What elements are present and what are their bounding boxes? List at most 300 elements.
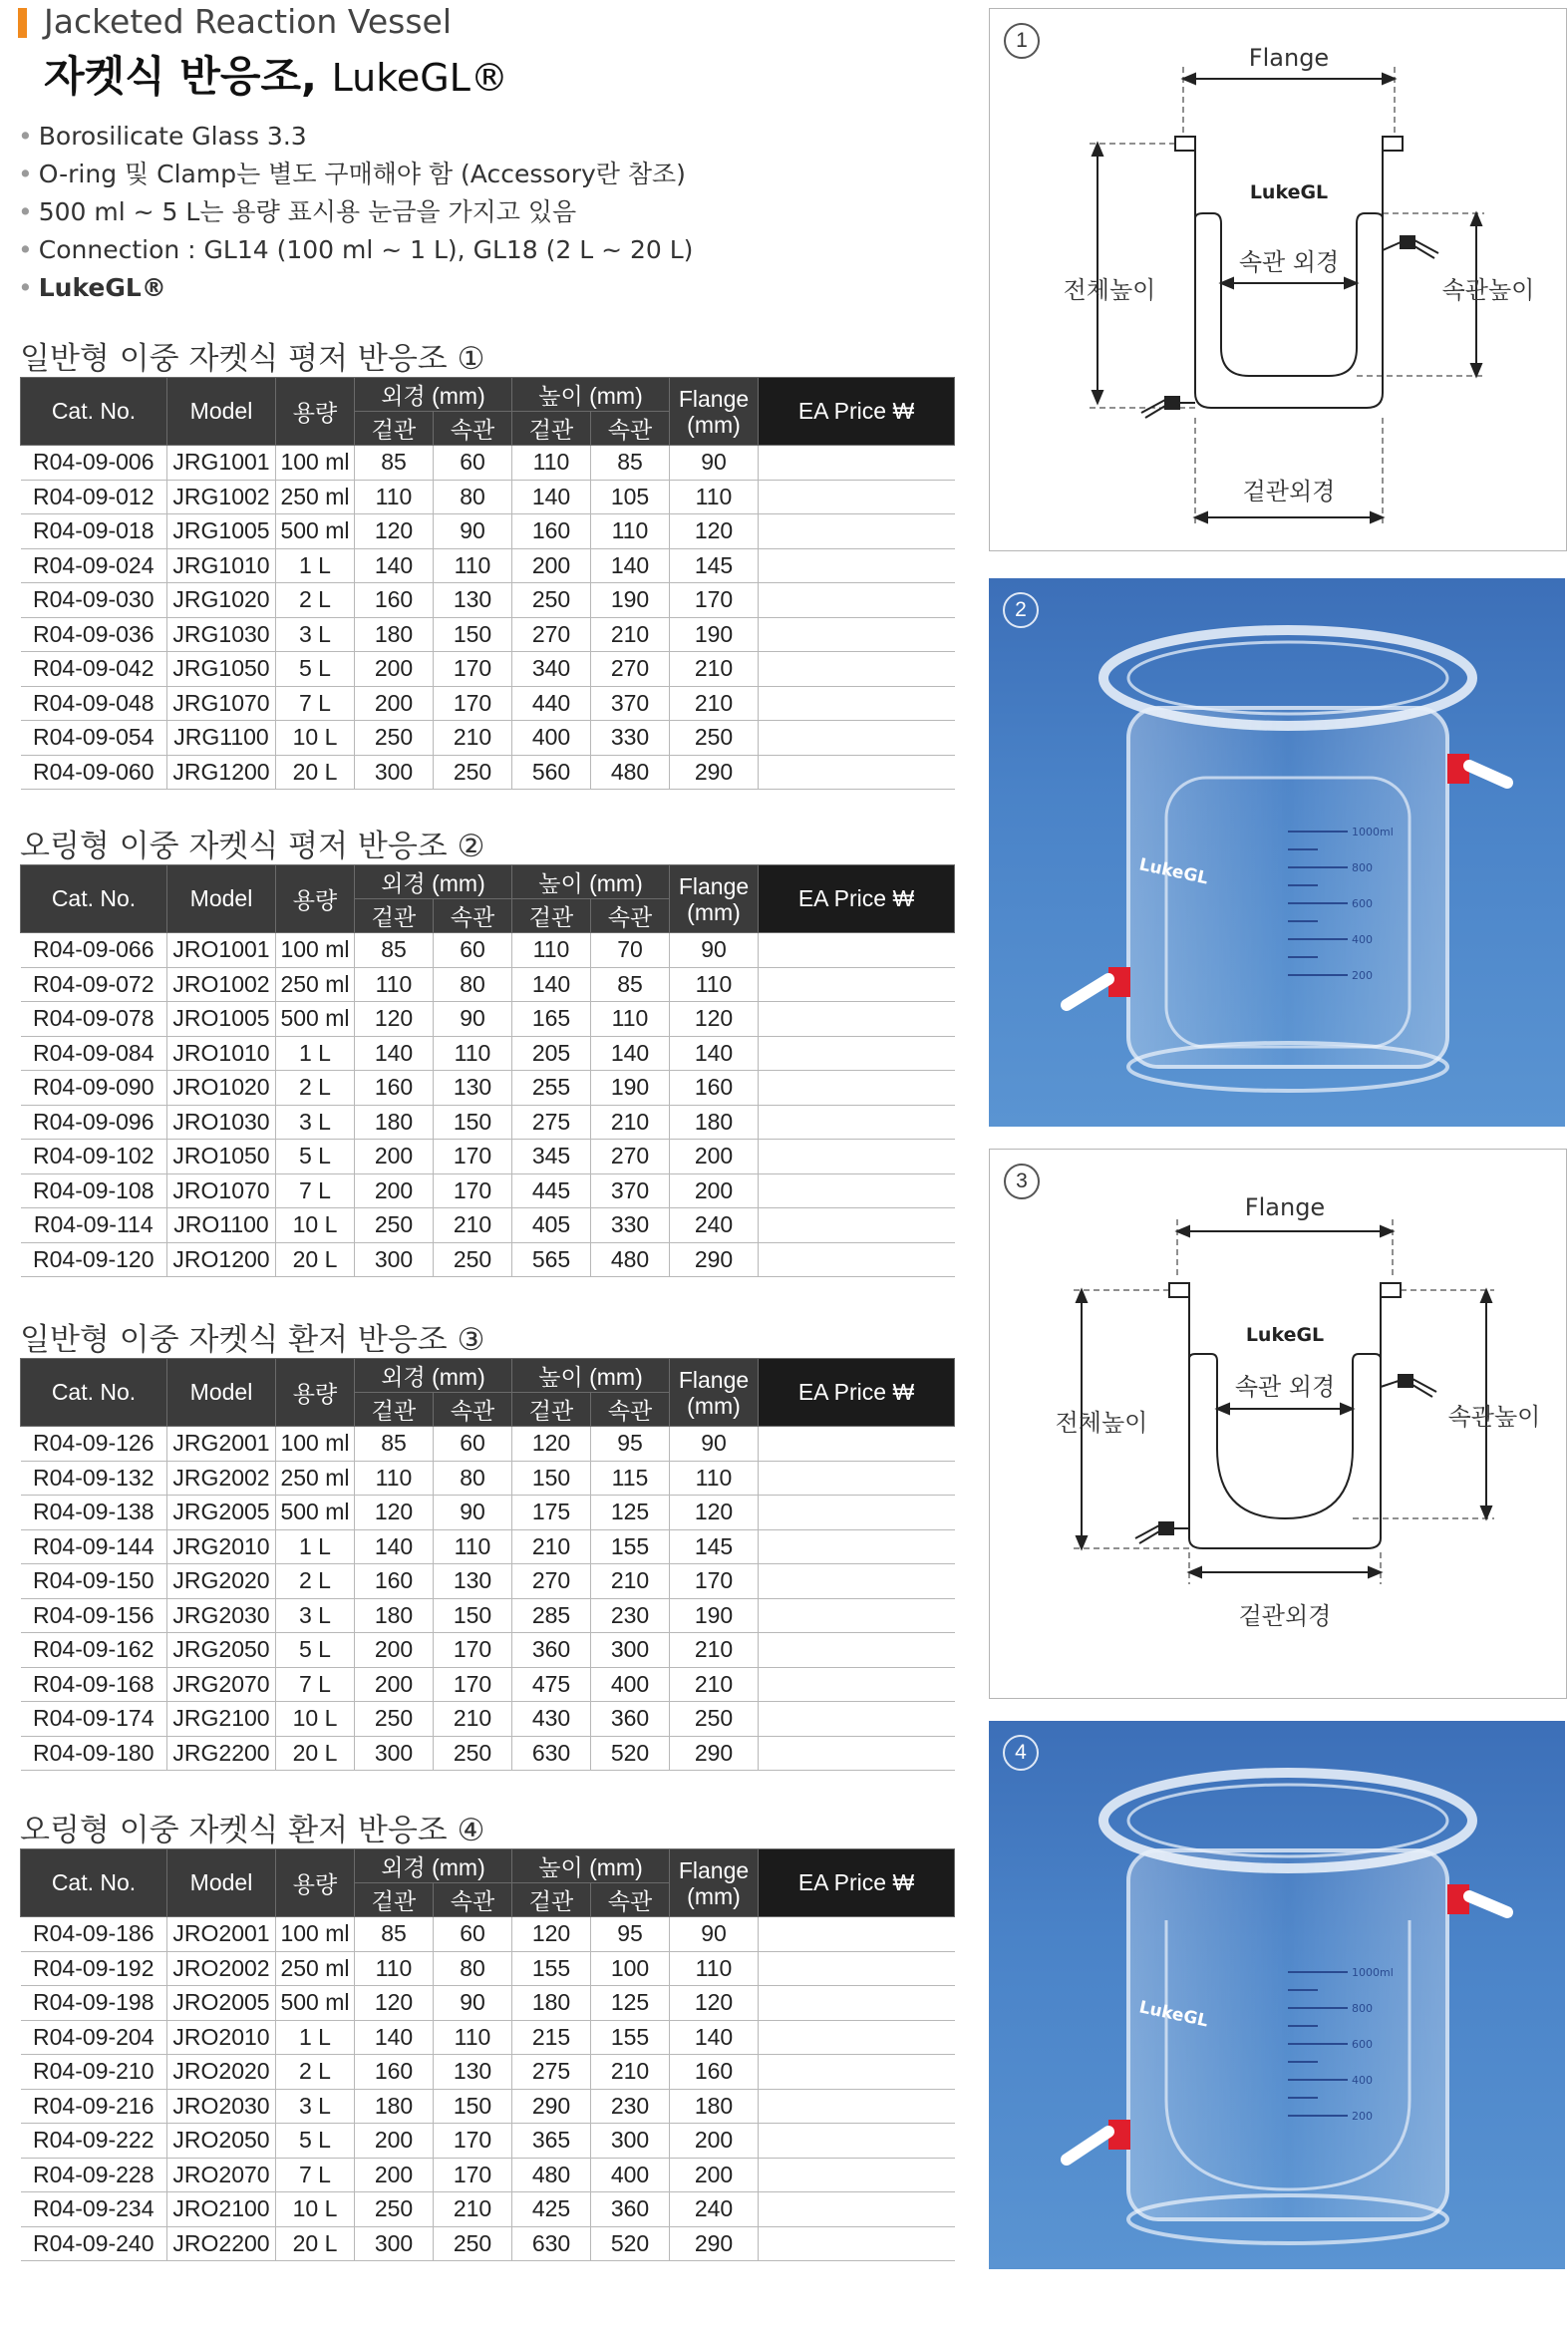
table-cell: 200 xyxy=(512,548,591,583)
table-cell: 210 xyxy=(670,1667,759,1702)
table-cell: 440 xyxy=(512,686,591,721)
photo-logo: LukeGL xyxy=(1136,854,1210,889)
table-cell: 210 xyxy=(591,2055,670,2090)
table-cell: 110 xyxy=(434,1529,512,1564)
table-cell: 10 L xyxy=(276,2192,355,2227)
table-cell: 120 xyxy=(512,1917,591,1952)
table-cell: 130 xyxy=(434,1564,512,1599)
table-cell: 565 xyxy=(512,1242,591,1277)
table-cell: 200 xyxy=(355,1633,434,1668)
table-cell: 140 xyxy=(512,967,591,1002)
table-cell: 230 xyxy=(591,2089,670,2124)
table-row xyxy=(21,617,955,652)
col-capacity: 용량 xyxy=(276,865,355,933)
table-cell: 110 xyxy=(670,1951,759,1986)
photo-logo: LukeGL xyxy=(1136,1997,1210,2032)
label-inner-od: 속관 외경 xyxy=(1238,248,1340,276)
table-cell: 85 xyxy=(591,446,670,481)
feature-item: • 500 ml ~ 5 L는 용량 표시용 눈금을 가지고 있음 xyxy=(18,197,577,226)
table-row xyxy=(21,1702,955,1737)
table-cell: 285 xyxy=(512,1598,591,1633)
page-title xyxy=(44,44,508,104)
table-cell: 270 xyxy=(512,1564,591,1599)
table-cell: 60 xyxy=(434,446,512,481)
table-cell: 480 xyxy=(591,755,670,790)
table-cell: 110 xyxy=(512,446,591,481)
table-row xyxy=(21,1667,955,1702)
table-cell: R04-09-198 xyxy=(21,1986,167,2021)
table-cell: 210 xyxy=(434,721,512,756)
col-price: EA Price ₩ xyxy=(759,1849,955,1917)
section-title-2: 오링형 이중 자켓식 평저 반응조 ② xyxy=(20,829,485,864)
table-cell: JRG1020 xyxy=(167,583,276,618)
price-cell xyxy=(759,1071,955,1106)
table-cell: 300 xyxy=(355,2226,434,2261)
label-total-height: 전체높이 xyxy=(1055,1409,1148,1437)
table-cell: 100 ml xyxy=(276,1917,355,1952)
table-cell: 400 xyxy=(591,2158,670,2192)
table-cell: R04-09-222 xyxy=(21,2124,167,2159)
table-cell: 130 xyxy=(434,2055,512,2090)
table-cell: 275 xyxy=(512,1105,591,1140)
table-cell: 250 ml xyxy=(276,480,355,514)
table-cell: JRO2001 xyxy=(167,1917,276,1952)
col-flange: Flange (mm) xyxy=(670,378,759,446)
table-cell: 140 xyxy=(670,2020,759,2055)
table-cell: 170 xyxy=(434,2124,512,2159)
table-cell: 20 L xyxy=(276,1736,355,1771)
table-cell: 180 xyxy=(670,2089,759,2124)
col-outer-jacket: 겉관 xyxy=(355,412,434,446)
table-cell: 120 xyxy=(512,1427,591,1462)
table-cell: 1 L xyxy=(276,1036,355,1071)
table-cell: 210 xyxy=(591,617,670,652)
table-cell: 100 xyxy=(591,1951,670,1986)
table-row xyxy=(21,1917,955,1952)
section-title-1: 일반형 이중 자켓식 평저 반응조 ① xyxy=(20,341,485,377)
table-cell: 210 xyxy=(434,2192,512,2227)
table-cell: 90 xyxy=(670,446,759,481)
col-height-jacket: 겉관 xyxy=(512,412,591,446)
col-outer-diameter: 외경 (mm) xyxy=(355,1359,512,1393)
badge-2: 2 xyxy=(1003,592,1039,628)
table-cell: 300 xyxy=(591,1633,670,1668)
table-cell: 250 xyxy=(670,1702,759,1737)
table-cell: 370 xyxy=(591,686,670,721)
table-cell: 200 xyxy=(355,2124,434,2159)
col-height: 높이 (mm) xyxy=(512,1849,670,1883)
table-cell: 80 xyxy=(434,1461,512,1496)
feature-item: • O-ring 및 Clamp는 별도 구매해야 함 (Accessory란 참조) xyxy=(18,160,686,188)
table-cell: 170 xyxy=(670,1564,759,1599)
table-cell: 250 xyxy=(434,1736,512,1771)
table-cell: 100 ml xyxy=(276,446,355,481)
table-cell: R04-09-108 xyxy=(21,1173,167,1208)
table-cell: 20 L xyxy=(276,1242,355,1277)
table-cell: 160 xyxy=(670,2055,759,2090)
table-cell: 80 xyxy=(434,967,512,1002)
price-cell xyxy=(759,721,955,756)
table-cell: R04-09-120 xyxy=(21,1242,167,1277)
table-cell: 155 xyxy=(591,2020,670,2055)
table-cell: 200 xyxy=(355,652,434,687)
col-height: 높이 (mm) xyxy=(512,1359,670,1393)
table-cell: 70 xyxy=(591,933,670,968)
table-cell: JRG2005 xyxy=(167,1496,276,1530)
table-cell: 2 L xyxy=(276,583,355,618)
table-cell: JRG2200 xyxy=(167,1736,276,1771)
table-cell: 230 xyxy=(591,1598,670,1633)
table-cell: R04-09-096 xyxy=(21,1105,167,1140)
col-outer-diameter: 외경 (mm) xyxy=(355,865,512,899)
table-cell: 110 xyxy=(434,548,512,583)
table-cell: 85 xyxy=(355,446,434,481)
badge-3: 3 xyxy=(1004,1164,1040,1199)
table-cell: 95 xyxy=(591,1427,670,1462)
table-cell: 270 xyxy=(591,652,670,687)
table-row xyxy=(21,1951,955,1986)
table-row xyxy=(21,1002,955,1037)
price-cell xyxy=(759,2055,955,2090)
table-cell: 200 xyxy=(355,686,434,721)
table-cell: 2 L xyxy=(276,1071,355,1106)
table-cell: 155 xyxy=(591,1529,670,1564)
col-price: EA Price ₩ xyxy=(759,378,955,446)
table-cell: 1 L xyxy=(276,2020,355,2055)
col-model: Model xyxy=(167,1849,276,1917)
table-cell: 110 xyxy=(670,967,759,1002)
table-cell: 5 L xyxy=(276,1140,355,1174)
table-cell: 120 xyxy=(670,1496,759,1530)
table-cell: 290 xyxy=(670,755,759,790)
col-outer-inner: 속관 xyxy=(434,412,512,446)
round-vessel-drawing xyxy=(990,1150,1566,1698)
table-row xyxy=(21,514,955,549)
table-cell: R04-09-036 xyxy=(21,617,167,652)
table-row xyxy=(21,1071,955,1106)
scale-mark: 400 xyxy=(1352,933,1373,946)
spec-table-3 xyxy=(20,1358,955,1771)
table-cell: 560 xyxy=(512,755,591,790)
table-cell: R04-09-078 xyxy=(21,1002,167,1037)
table-cell: 150 xyxy=(434,617,512,652)
table-cell: 150 xyxy=(434,2089,512,2124)
col-height-inner: 속관 xyxy=(591,899,670,933)
table-cell: 1 L xyxy=(276,1529,355,1564)
table-cell: 165 xyxy=(512,1002,591,1037)
table-cell: 90 xyxy=(670,1427,759,1462)
table-row xyxy=(21,933,955,968)
price-cell xyxy=(759,1986,955,2021)
table-row xyxy=(21,1496,955,1530)
table-cell: R04-09-180 xyxy=(21,1736,167,1771)
table-cell: 100 ml xyxy=(276,933,355,968)
table-cell: 190 xyxy=(591,583,670,618)
price-cell xyxy=(759,1633,955,1668)
section-title-3: 일반형 이중 자켓식 환저 반응조 ③ xyxy=(20,1322,485,1358)
table-cell: R04-09-204 xyxy=(21,2020,167,2055)
table-cell: 130 xyxy=(434,1071,512,1106)
table-cell: R04-09-186 xyxy=(21,1917,167,1952)
table-cell: JRG2001 xyxy=(167,1427,276,1462)
table-cell: 140 xyxy=(355,1529,434,1564)
price-cell xyxy=(759,1036,955,1071)
table-cell: R04-09-114 xyxy=(21,1208,167,1243)
table-cell: 7 L xyxy=(276,1173,355,1208)
table-cell: 140 xyxy=(355,1036,434,1071)
table-row xyxy=(21,548,955,583)
table-row xyxy=(21,1598,955,1633)
table-row xyxy=(21,2020,955,2055)
table-cell: 90 xyxy=(434,514,512,549)
table-cell: 115 xyxy=(591,1461,670,1496)
table-cell: 200 xyxy=(355,1173,434,1208)
price-cell xyxy=(759,480,955,514)
table-cell: R04-09-126 xyxy=(21,1427,167,1462)
spec-table-1 xyxy=(20,377,955,790)
table-row xyxy=(21,1529,955,1564)
table-cell: 500 ml xyxy=(276,514,355,549)
table-cell: 210 xyxy=(591,1564,670,1599)
table-cell: R04-09-024 xyxy=(21,548,167,583)
table-cell: 5 L xyxy=(276,652,355,687)
table-row xyxy=(21,583,955,618)
price-cell xyxy=(759,1702,955,1737)
table-cell: 160 xyxy=(670,1071,759,1106)
table-cell: R04-09-168 xyxy=(21,1667,167,1702)
table-cell: 445 xyxy=(512,1173,591,1208)
table-cell: 180 xyxy=(355,1105,434,1140)
table-cell: 300 xyxy=(355,1242,434,1277)
table-cell: 145 xyxy=(670,1529,759,1564)
table-cell: JRO2020 xyxy=(167,2055,276,2090)
table-cell: JRG1200 xyxy=(167,755,276,790)
label-inner-height: 속관높이 xyxy=(1441,276,1535,304)
col-flange: Flange (mm) xyxy=(670,1359,759,1427)
table-cell: R04-09-192 xyxy=(21,1951,167,1986)
table-cell: 90 xyxy=(434,1002,512,1037)
table-row xyxy=(21,1208,955,1243)
table-cell: 150 xyxy=(434,1105,512,1140)
table-cell: JRG2050 xyxy=(167,1633,276,1668)
table-cell: 290 xyxy=(512,2089,591,2124)
col-cat-no: Cat. No. xyxy=(21,865,167,933)
table-cell: 140 xyxy=(670,1036,759,1071)
table-cell: JRO2005 xyxy=(167,1986,276,2021)
table-cell: 210 xyxy=(512,1529,591,1564)
flat-vessel-drawing xyxy=(990,9,1566,550)
table-cell: 330 xyxy=(591,1208,670,1243)
price-cell xyxy=(759,1173,955,1208)
table-cell: 250 xyxy=(512,583,591,618)
label-total-height: 전체높이 xyxy=(1063,276,1156,304)
price-cell xyxy=(759,1667,955,1702)
table-cell: 475 xyxy=(512,1667,591,1702)
section-title-4: 오링형 이중 자켓식 환저 반응조 ④ xyxy=(20,1813,485,1848)
price-cell xyxy=(759,652,955,687)
page-subtitle: Jacketed Reaction Vessel xyxy=(44,2,453,41)
table-cell: 170 xyxy=(434,686,512,721)
table-row xyxy=(21,1564,955,1599)
price-cell xyxy=(759,2124,955,2159)
price-cell xyxy=(759,933,955,968)
table-cell: 130 xyxy=(434,583,512,618)
table-row xyxy=(21,1736,955,1771)
table-cell: 155 xyxy=(512,1951,591,1986)
col-model: Model xyxy=(167,378,276,446)
table-cell: 210 xyxy=(434,1702,512,1737)
table-cell: 240 xyxy=(670,1208,759,1243)
table-row xyxy=(21,2089,955,2124)
table-cell: 200 xyxy=(670,2158,759,2192)
table-cell: 520 xyxy=(591,1736,670,1771)
table-cell: 270 xyxy=(591,1140,670,1174)
price-cell xyxy=(759,1564,955,1599)
table-row xyxy=(21,755,955,790)
scale-top: 1000ml xyxy=(1352,1966,1394,1979)
table-cell: JRO1010 xyxy=(167,1036,276,1071)
price-cell xyxy=(759,514,955,549)
table-cell: 290 xyxy=(670,1736,759,1771)
table-cell: 290 xyxy=(670,1242,759,1277)
table-cell: 10 L xyxy=(276,1208,355,1243)
table-cell: 500 ml xyxy=(276,1986,355,2021)
table-cell: JRG2070 xyxy=(167,1667,276,1702)
price-cell xyxy=(759,1105,955,1140)
table-cell: 340 xyxy=(512,652,591,687)
diagram-round-bottom xyxy=(989,1149,1567,1699)
table-cell: JRO1005 xyxy=(167,1002,276,1037)
table-cell: R04-09-018 xyxy=(21,514,167,549)
table-cell: 110 xyxy=(434,2020,512,2055)
col-cat-no: Cat. No. xyxy=(21,1849,167,1917)
col-outer-inner: 속관 xyxy=(434,899,512,933)
table-header-row xyxy=(21,1849,955,1883)
col-capacity: 용량 xyxy=(276,1359,355,1427)
price-cell xyxy=(759,583,955,618)
table-header-row xyxy=(21,865,955,899)
table-cell: 5 L xyxy=(276,2124,355,2159)
table-row xyxy=(21,1140,955,1174)
table-row xyxy=(21,1036,955,1071)
spec-table-4 xyxy=(20,1848,955,2261)
price-cell xyxy=(759,2089,955,2124)
table-cell: 160 xyxy=(355,2055,434,2090)
table-row xyxy=(21,480,955,514)
table-cell: 90 xyxy=(670,933,759,968)
badge-4: 4 xyxy=(1003,1735,1039,1771)
table-cell: 370 xyxy=(591,1173,670,1208)
table-cell: 210 xyxy=(670,1633,759,1668)
table-cell: 215 xyxy=(512,2020,591,2055)
price-cell xyxy=(759,686,955,721)
table-cell: JRG1100 xyxy=(167,721,276,756)
table-cell: JRG1070 xyxy=(167,686,276,721)
table-cell: 200 xyxy=(670,1173,759,1208)
table-cell: R04-09-156 xyxy=(21,1598,167,1633)
col-height-jacket: 겉관 xyxy=(512,899,591,933)
col-height-inner: 속관 xyxy=(591,1393,670,1427)
feature-item: • Borosilicate Glass 3.3 xyxy=(18,122,307,151)
table-cell: R04-09-216 xyxy=(21,2089,167,2124)
table-cell: 110 xyxy=(434,1036,512,1071)
col-price: EA Price ₩ xyxy=(759,865,955,933)
col-price: EA Price ₩ xyxy=(759,1359,955,1427)
table-cell: 300 xyxy=(355,1736,434,1771)
price-cell xyxy=(759,1917,955,1952)
price-cell xyxy=(759,1951,955,1986)
table-row xyxy=(21,1986,955,2021)
table-cell: JRG1010 xyxy=(167,548,276,583)
table-cell: 250 ml xyxy=(276,1461,355,1496)
col-capacity: 용량 xyxy=(276,378,355,446)
scale-mark: 800 xyxy=(1352,861,1373,874)
table-cell: 3 L xyxy=(276,2089,355,2124)
col-outer-inner: 속관 xyxy=(434,1393,512,1427)
price-cell xyxy=(759,1496,955,1530)
table-cell: 630 xyxy=(512,1736,591,1771)
table-cell: 160 xyxy=(512,514,591,549)
table-cell: 95 xyxy=(591,1917,670,1952)
table-cell: 90 xyxy=(670,1917,759,1952)
table-cell: 7 L xyxy=(276,1667,355,1702)
price-cell xyxy=(759,967,955,1002)
table-cell: 210 xyxy=(670,652,759,687)
table-cell: 110 xyxy=(355,1951,434,1986)
table-cell: 120 xyxy=(355,1496,434,1530)
table-cell: 85 xyxy=(355,1427,434,1462)
table-cell: 330 xyxy=(591,721,670,756)
table-row xyxy=(21,2192,955,2227)
table-cell: 210 xyxy=(670,686,759,721)
price-cell xyxy=(759,1002,955,1037)
col-height-jacket: 겉관 xyxy=(512,1393,591,1427)
table-cell: 175 xyxy=(512,1496,591,1530)
table-cell: 200 xyxy=(355,1140,434,1174)
price-cell xyxy=(759,2158,955,2192)
col-flange: Flange (mm) xyxy=(670,1849,759,1917)
scale-mark: 600 xyxy=(1352,2038,1373,2051)
table-cell: R04-09-054 xyxy=(21,721,167,756)
price-cell xyxy=(759,617,955,652)
table-cell: JRG2020 xyxy=(167,1564,276,1599)
table-cell: R04-09-240 xyxy=(21,2226,167,2261)
table-cell: JRO1200 xyxy=(167,1242,276,1277)
col-height-inner: 속관 xyxy=(591,1883,670,1917)
table-cell: 360 xyxy=(512,1633,591,1668)
price-cell xyxy=(759,1427,955,1462)
table-cell: 80 xyxy=(434,1951,512,1986)
table-cell: 125 xyxy=(591,1496,670,1530)
table-cell: R04-09-048 xyxy=(21,686,167,721)
table-cell: 205 xyxy=(512,1036,591,1071)
table-cell: JRG2010 xyxy=(167,1529,276,1564)
table-cell: 630 xyxy=(512,2226,591,2261)
table-cell: 3 L xyxy=(276,1105,355,1140)
table-cell: 105 xyxy=(591,480,670,514)
col-capacity: 용량 xyxy=(276,1849,355,1917)
table-cell: R04-09-084 xyxy=(21,1036,167,1071)
table-cell: R04-09-138 xyxy=(21,1496,167,1530)
table-cell: R04-09-150 xyxy=(21,1564,167,1599)
table-cell: 200 xyxy=(355,2158,434,2192)
table-cell: 60 xyxy=(434,1917,512,1952)
vessel-photo-2 xyxy=(989,578,1565,1127)
table-cell: 430 xyxy=(512,1702,591,1737)
col-height: 높이 (mm) xyxy=(512,865,670,899)
table-row xyxy=(21,446,955,481)
scale-mark: 600 xyxy=(1352,897,1373,910)
